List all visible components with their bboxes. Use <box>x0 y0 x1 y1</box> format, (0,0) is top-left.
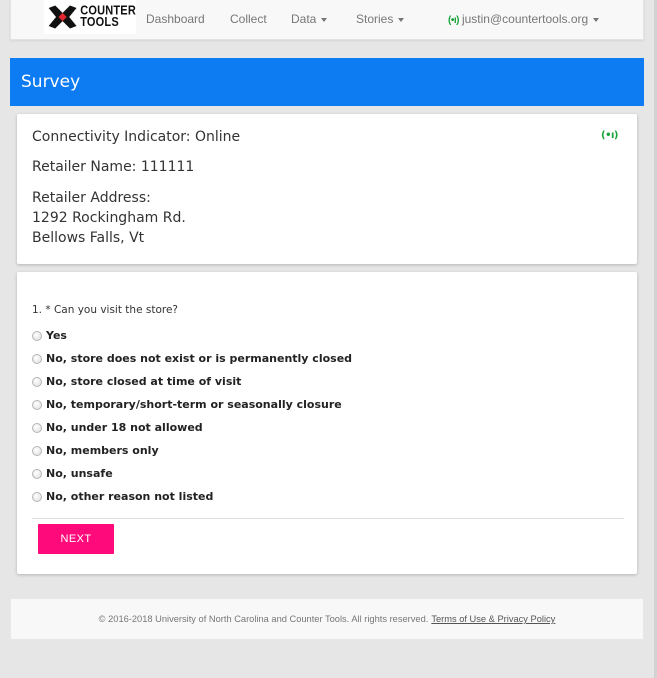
option-label: No, other reason not listed <box>46 490 214 503</box>
retailer-address-line1: 1292 Rockingham Rd. <box>32 210 186 226</box>
option-closed-at-visit[interactable] <box>32 375 241 388</box>
nav-stories-dropdown[interactable] <box>356 12 404 26</box>
retailer-address-line2: Bellows Falls, Vt <box>32 230 145 246</box>
option-unsafe[interactable] <box>32 467 113 480</box>
nav-data-dropdown[interactable] <box>291 12 327 26</box>
page-title: Survey <box>21 72 81 92</box>
retailer-info-card <box>17 114 637 264</box>
option-label: No, unsafe <box>46 467 113 480</box>
user-menu-dropdown[interactable] <box>448 12 599 26</box>
nav-dashboard[interactable]: Dashboard <box>146 12 205 26</box>
option-label: Yes <box>46 329 67 342</box>
option-yes[interactable] <box>32 329 67 342</box>
option-other-reason[interactable] <box>32 490 213 503</box>
radio-button[interactable] <box>32 423 42 433</box>
option-label: No, store closed at time of visit <box>46 375 242 388</box>
signal-icon: (•ı) <box>448 15 459 26</box>
option-members-only[interactable] <box>32 444 159 457</box>
logo-text: COUNTER TOOLS <box>80 4 136 30</box>
radio-button[interactable] <box>32 354 42 364</box>
question-label: 1. * Can you visit the store? <box>32 304 179 316</box>
retailer-name: Retailer Name: 111111 <box>32 159 195 175</box>
option-label: No, members only <box>46 444 159 457</box>
survey-header <box>10 58 644 106</box>
radio-button[interactable] <box>32 400 42 410</box>
option-label: No, store does not exist or is permanently closed <box>46 352 353 365</box>
option-label: No, temporary/short-term or seasonally closure <box>46 398 342 411</box>
nav-data-label: Data <box>291 12 317 26</box>
copyright-text: © 2016-2018 University of North Carolina and Counter Tools. All rights reserved. <box>98 614 429 624</box>
nav-stories-label: Stories <box>356 12 394 26</box>
radio-button[interactable] <box>32 446 42 456</box>
question-card <box>17 272 637 574</box>
next-button[interactable]: NEXT <box>38 524 114 554</box>
option-not-exist[interactable] <box>32 352 352 365</box>
logo-x-mark-icon <box>47 2 78 32</box>
signal-icon: (•ı) <box>601 130 618 141</box>
page-footer <box>10 598 644 640</box>
chevron-down-icon <box>321 18 327 22</box>
user-email: justin@countertools.org <box>461 12 589 26</box>
radio-button[interactable] <box>32 492 42 502</box>
chevron-down-icon <box>398 18 404 22</box>
radio-button[interactable] <box>32 469 42 479</box>
terms-privacy-link[interactable]: Terms of Use & Privacy Policy <box>431 614 556 624</box>
connectivity-indicator: Connectivity Indicator: Online <box>32 129 241 145</box>
option-under-18[interactable] <box>32 421 203 434</box>
option-label: No, under 18 not allowed <box>46 421 203 434</box>
option-temporary-closure[interactable] <box>32 398 342 411</box>
divider <box>32 518 624 519</box>
counter-tools-logo[interactable] <box>44 0 136 34</box>
radio-button[interactable] <box>32 331 42 341</box>
top-navbar <box>10 0 644 40</box>
radio-button[interactable] <box>32 377 42 387</box>
nav-collect[interactable]: Collect <box>230 12 267 26</box>
chevron-down-icon <box>593 18 599 22</box>
retailer-address-label: Retailer Address: <box>32 190 151 206</box>
